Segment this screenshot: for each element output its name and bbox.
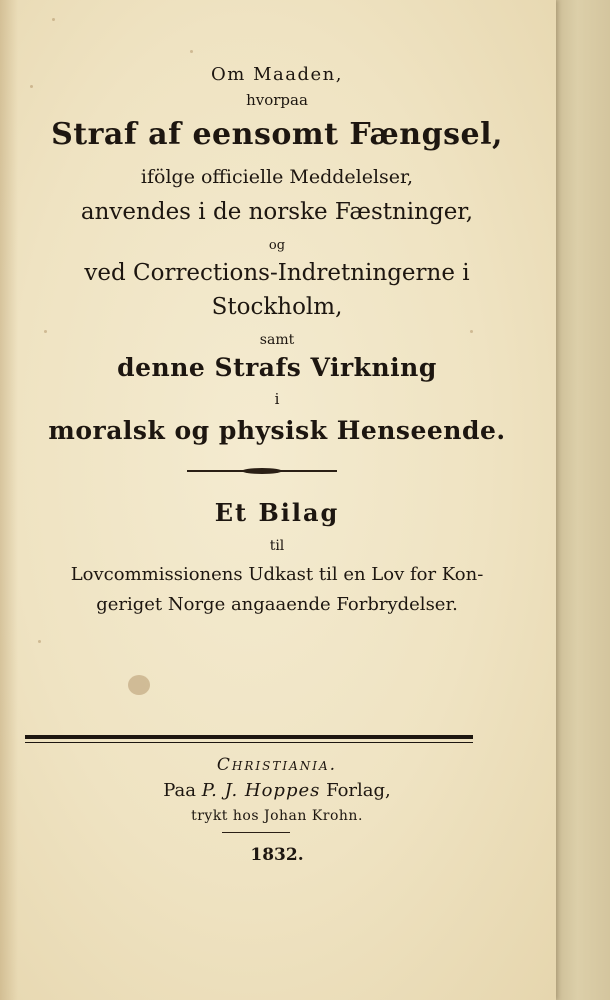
imprint-city: Christiania. [216, 755, 338, 775]
foxing-dot [190, 50, 193, 53]
next-leaf-edge [556, 0, 610, 1000]
title-line-stockholm: Stockholm, [211, 294, 343, 320]
imprint-rule-thick [25, 735, 473, 739]
supplement-line-2: geriget Norge angaaende Forbrydelser. [96, 594, 458, 615]
title-line-ifolge: ifölge officielle Meddelelser, [140, 166, 414, 188]
title-line-corrections: ved Corrections-Indretningerne i [84, 260, 470, 286]
title-line-samt: samt [259, 332, 295, 348]
ornamental-rule [187, 470, 337, 472]
imprint-printer: trykt hos Johan Krohn. [191, 808, 363, 824]
title-line-moralsk: moralsk og physisk Henseende. [48, 416, 506, 445]
title-line-i: i [274, 390, 280, 408]
foxing-dot [38, 640, 41, 643]
supplement-til: til [269, 538, 285, 554]
title-line-og: og [268, 238, 286, 253]
imprint-publisher-suffix: Forlag, [326, 780, 391, 801]
binding-shadow [0, 0, 18, 1000]
imprint-rule-thin [25, 742, 473, 743]
supplement-line-1: Lovcommissionens Udkast til en Lov for Kon- [70, 564, 484, 585]
imprint-publisher-prefix: Paa [163, 780, 196, 801]
title-line-hvorpaa: hvorpaa [246, 91, 308, 109]
imprint-divider [222, 832, 290, 833]
title-line-anvendes: anvendes i de norske Fæstninger, [80, 199, 474, 225]
foxing-stain [128, 675, 150, 695]
imprint-year: 1832. [250, 845, 304, 865]
title-line-denne-strafs: denne Strafs Virkning [117, 353, 437, 382]
supplement-heading: Et Bilag [214, 498, 340, 527]
foxing-dot [52, 18, 55, 21]
title-line-om-maaden: Om Maaden, [211, 64, 343, 85]
imprint-publisher-name: P. J. Hoppes [201, 780, 321, 801]
imprint-publisher [20, 782, 534, 800]
title-line-straf: Straf af eensomt Fængsel, [51, 117, 503, 152]
foxing-dot [30, 85, 33, 88]
